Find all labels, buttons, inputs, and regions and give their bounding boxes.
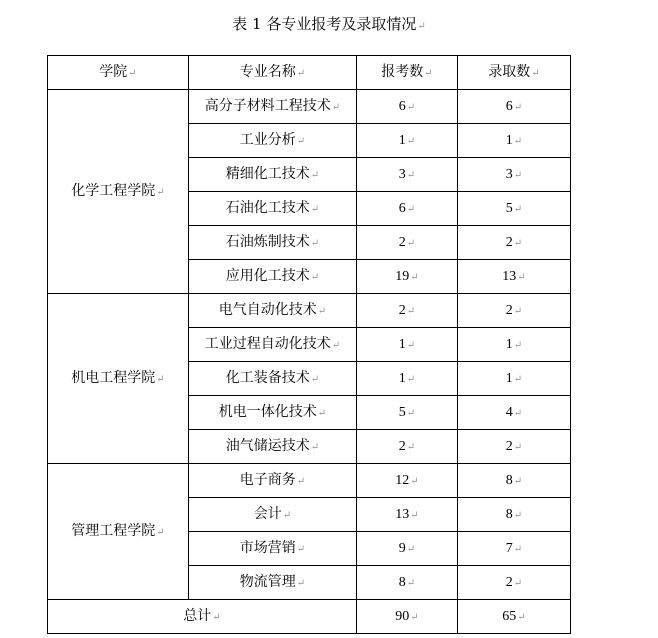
admitted-cell-text: 2 [505, 234, 513, 250]
applied-cell-text: 6 [398, 98, 406, 114]
table-row [48, 294, 571, 328]
paragraph-mark-icon: ↵ [517, 271, 526, 283]
major-cell-text: 精细化工技术 [225, 165, 310, 182]
paragraph-mark-icon: ↵ [310, 169, 320, 181]
paragraph-mark-icon: ↵ [513, 407, 523, 419]
table-row [48, 90, 571, 124]
paragraph-mark-icon: ↵ [156, 186, 165, 198]
applied-cell [357, 158, 458, 192]
header-admitted-text: 录取数 [488, 63, 531, 80]
applied-cell-text: 9 [398, 540, 406, 556]
applied-cell-text: 3 [398, 166, 406, 182]
paragraph-mark-icon: ↵ [410, 509, 419, 521]
paragraph-mark-icon: ↵ [317, 407, 327, 419]
applied-cell-text: 2 [398, 234, 406, 250]
paragraph-mark-icon: ↵ [513, 509, 523, 521]
applied-cell [357, 430, 458, 464]
paragraph-mark-icon: ↵ [296, 475, 306, 487]
paragraph-mark-icon: ↵ [296, 135, 306, 147]
admitted-cell [458, 430, 571, 464]
paragraph-mark-icon: ↵ [128, 67, 137, 79]
paragraph-mark-icon: ↵ [513, 169, 523, 181]
major-cell [189, 532, 357, 566]
paragraph-mark-icon: ↵ [417, 21, 426, 32]
total-label-cell-text: 总计 [183, 607, 212, 624]
major-cell-text: 会计 [253, 505, 282, 522]
admitted-cell [458, 566, 571, 600]
major-cell [189, 328, 357, 362]
applied-cell-text: 1 [398, 336, 406, 352]
paragraph-mark-icon: ↵ [513, 373, 523, 385]
admitted-cell-text: 7 [505, 540, 513, 556]
header-applied [357, 56, 458, 90]
applied-cell-text: 5 [398, 404, 406, 420]
paragraph-mark-icon: ↵ [406, 237, 416, 249]
major-cell-text: 油气储运技术 [225, 437, 310, 454]
paragraph-mark-icon: ↵ [406, 407, 416, 419]
applied-cell [357, 260, 458, 294]
paragraph-mark-icon: ↵ [513, 441, 523, 453]
major-cell-text: 物流管理 [239, 573, 296, 590]
applied-cell [357, 328, 458, 362]
applied-cell-text: 2 [398, 438, 406, 454]
major-cell-text: 高分子材料工程技术 [204, 97, 331, 114]
paragraph-mark-icon: ↵ [212, 611, 221, 623]
header-major [189, 56, 357, 90]
applied-cell [357, 532, 458, 566]
paragraph-mark-icon: ↵ [296, 67, 306, 79]
paragraph-mark-icon: ↵ [156, 526, 165, 538]
major-cell-text: 化工装备技术 [225, 369, 310, 386]
applied-cell-text: 8 [398, 574, 406, 590]
header-college [48, 56, 189, 90]
admitted-cell [458, 124, 571, 158]
paragraph-mark-icon: ↵ [424, 67, 433, 79]
admitted-cell [458, 260, 571, 294]
paragraph-mark-icon: ↵ [406, 169, 416, 181]
total-applied-cell [357, 600, 458, 634]
table-body [48, 90, 571, 634]
paragraph-mark-icon: ↵ [410, 271, 419, 283]
admitted-cell-text: 6 [505, 98, 513, 114]
paragraph-mark-icon: ↵ [517, 611, 526, 623]
admitted-cell [458, 328, 571, 362]
paragraph-mark-icon: ↵ [406, 577, 416, 589]
paragraph-mark-icon: ↵ [406, 339, 416, 351]
admitted-cell-text: 13 [502, 268, 517, 284]
major-cell-text: 石油炼制技术 [225, 233, 310, 250]
major-cell [189, 124, 357, 158]
total-applied-cell-text: 90 [395, 608, 410, 624]
paragraph-mark-icon: ↵ [406, 305, 416, 317]
paragraph-mark-icon: ↵ [317, 305, 327, 317]
admitted-cell [458, 464, 571, 498]
major-cell-text: 市场营销 [239, 539, 296, 556]
applied-cell-text: 1 [398, 132, 406, 148]
applied-cell [357, 396, 458, 430]
applied-cell-text: 1 [398, 370, 406, 386]
table-title [0, 14, 658, 37]
paragraph-mark-icon: ↵ [156, 373, 165, 385]
paragraph-mark-icon: ↵ [406, 373, 416, 385]
major-cell [189, 192, 357, 226]
admitted-cell [458, 192, 571, 226]
admitted-cell-text: 2 [505, 438, 513, 454]
paragraph-mark-icon: ↵ [331, 101, 341, 113]
applied-cell-text: 6 [398, 200, 406, 216]
applied-cell-text: 12 [395, 472, 410, 488]
major-cell [189, 396, 357, 430]
paragraph-mark-icon: ↵ [513, 101, 523, 113]
major-cell-text: 机电一体化技术 [218, 403, 317, 420]
paragraph-mark-icon: ↵ [331, 339, 341, 351]
paragraph-mark-icon: ↵ [513, 543, 523, 555]
college-cell-text: 化学工程学院 [71, 182, 156, 199]
admitted-cell-text: 3 [505, 166, 513, 182]
paragraph-mark-icon: ↵ [410, 475, 419, 487]
major-cell [189, 362, 357, 396]
applied-cell [357, 192, 458, 226]
admitted-cell-text: 4 [505, 404, 513, 420]
major-cell [189, 464, 357, 498]
applied-cell [357, 294, 458, 328]
major-cell [189, 90, 357, 124]
major-cell-text: 电气自动化技术 [218, 301, 317, 318]
paragraph-mark-icon: ↵ [513, 135, 523, 147]
total-label-cell [48, 600, 357, 634]
major-cell [189, 430, 357, 464]
admitted-cell-text: 2 [505, 302, 513, 318]
applied-cell-text: 19 [395, 268, 410, 284]
admitted-cell [458, 362, 571, 396]
major-cell [189, 498, 357, 532]
applied-cell [357, 362, 458, 396]
admitted-cell-text: 5 [505, 200, 513, 216]
header-applied-text: 报考数 [381, 63, 424, 80]
paragraph-mark-icon: ↵ [310, 203, 320, 215]
college-cell [48, 464, 189, 600]
admitted-cell [458, 226, 571, 260]
header-row [48, 56, 571, 90]
paragraph-mark-icon: ↵ [406, 101, 416, 113]
admitted-cell-text: 1 [505, 132, 513, 148]
major-cell-text: 石油化工技术 [225, 199, 310, 216]
total-row [48, 600, 571, 634]
major-cell [189, 260, 357, 294]
paragraph-mark-icon: ↵ [513, 203, 523, 215]
college-cell-text: 管理工程学院 [71, 522, 156, 539]
applied-cell [357, 226, 458, 260]
paragraph-mark-icon: ↵ [406, 135, 416, 147]
applied-cell [357, 464, 458, 498]
applied-cell [357, 90, 458, 124]
total-admitted-cell [458, 600, 571, 634]
admission-table [47, 55, 571, 634]
paragraph-mark-icon: ↵ [406, 543, 416, 555]
paragraph-mark-icon: ↵ [513, 305, 523, 317]
paragraph-mark-icon: ↵ [310, 441, 320, 453]
table-row [48, 464, 571, 498]
admitted-cell [458, 294, 571, 328]
total-admitted-cell-text: 65 [502, 608, 517, 624]
admitted-cell-text: 8 [505, 472, 513, 488]
paragraph-mark-icon: ↵ [296, 577, 306, 589]
applied-cell-text: 2 [398, 302, 406, 318]
college-cell [48, 90, 189, 294]
paragraph-mark-icon: ↵ [406, 203, 416, 215]
admitted-cell [458, 498, 571, 532]
major-cell [189, 566, 357, 600]
major-cell [189, 226, 357, 260]
paragraph-mark-icon: ↵ [513, 237, 523, 249]
major-cell [189, 158, 357, 192]
paragraph-mark-icon: ↵ [513, 577, 523, 589]
admitted-cell-text: 1 [505, 336, 513, 352]
header-college-text: 学院 [99, 63, 128, 80]
admitted-cell-text: 1 [505, 370, 513, 386]
paragraph-mark-icon: ↵ [282, 509, 292, 521]
major-cell-text: 电子商务 [239, 471, 296, 488]
applied-cell [357, 124, 458, 158]
major-cell-text: 工业分析 [239, 131, 296, 148]
admitted-cell [458, 158, 571, 192]
major-cell [189, 294, 357, 328]
paragraph-mark-icon: ↵ [310, 271, 320, 283]
paragraph-mark-icon: ↵ [310, 237, 320, 249]
college-cell [48, 294, 189, 464]
header-major-text: 专业名称 [239, 63, 296, 80]
admitted-cell [458, 532, 571, 566]
paragraph-mark-icon: ↵ [406, 441, 416, 453]
admitted-cell-text: 8 [505, 506, 513, 522]
applied-cell [357, 498, 458, 532]
admitted-cell-text: 2 [505, 574, 513, 590]
admitted-cell [458, 90, 571, 124]
paragraph-mark-icon: ↵ [513, 475, 523, 487]
paragraph-mark-icon: ↵ [296, 543, 306, 555]
table-title-text: 表 1 各专业报考及录取情况 [232, 15, 417, 33]
college-cell-text: 机电工程学院 [71, 369, 156, 386]
paragraph-mark-icon: ↵ [513, 339, 523, 351]
paragraph-mark-icon: ↵ [531, 67, 540, 79]
major-cell-text: 应用化工技术 [225, 267, 310, 284]
applied-cell-text: 13 [395, 506, 410, 522]
paragraph-mark-icon: ↵ [410, 611, 419, 623]
admitted-cell [458, 396, 571, 430]
major-cell-text: 工业过程自动化技术 [204, 335, 331, 352]
header-admitted [458, 56, 571, 90]
paragraph-mark-icon: ↵ [310, 373, 320, 385]
applied-cell [357, 566, 458, 600]
